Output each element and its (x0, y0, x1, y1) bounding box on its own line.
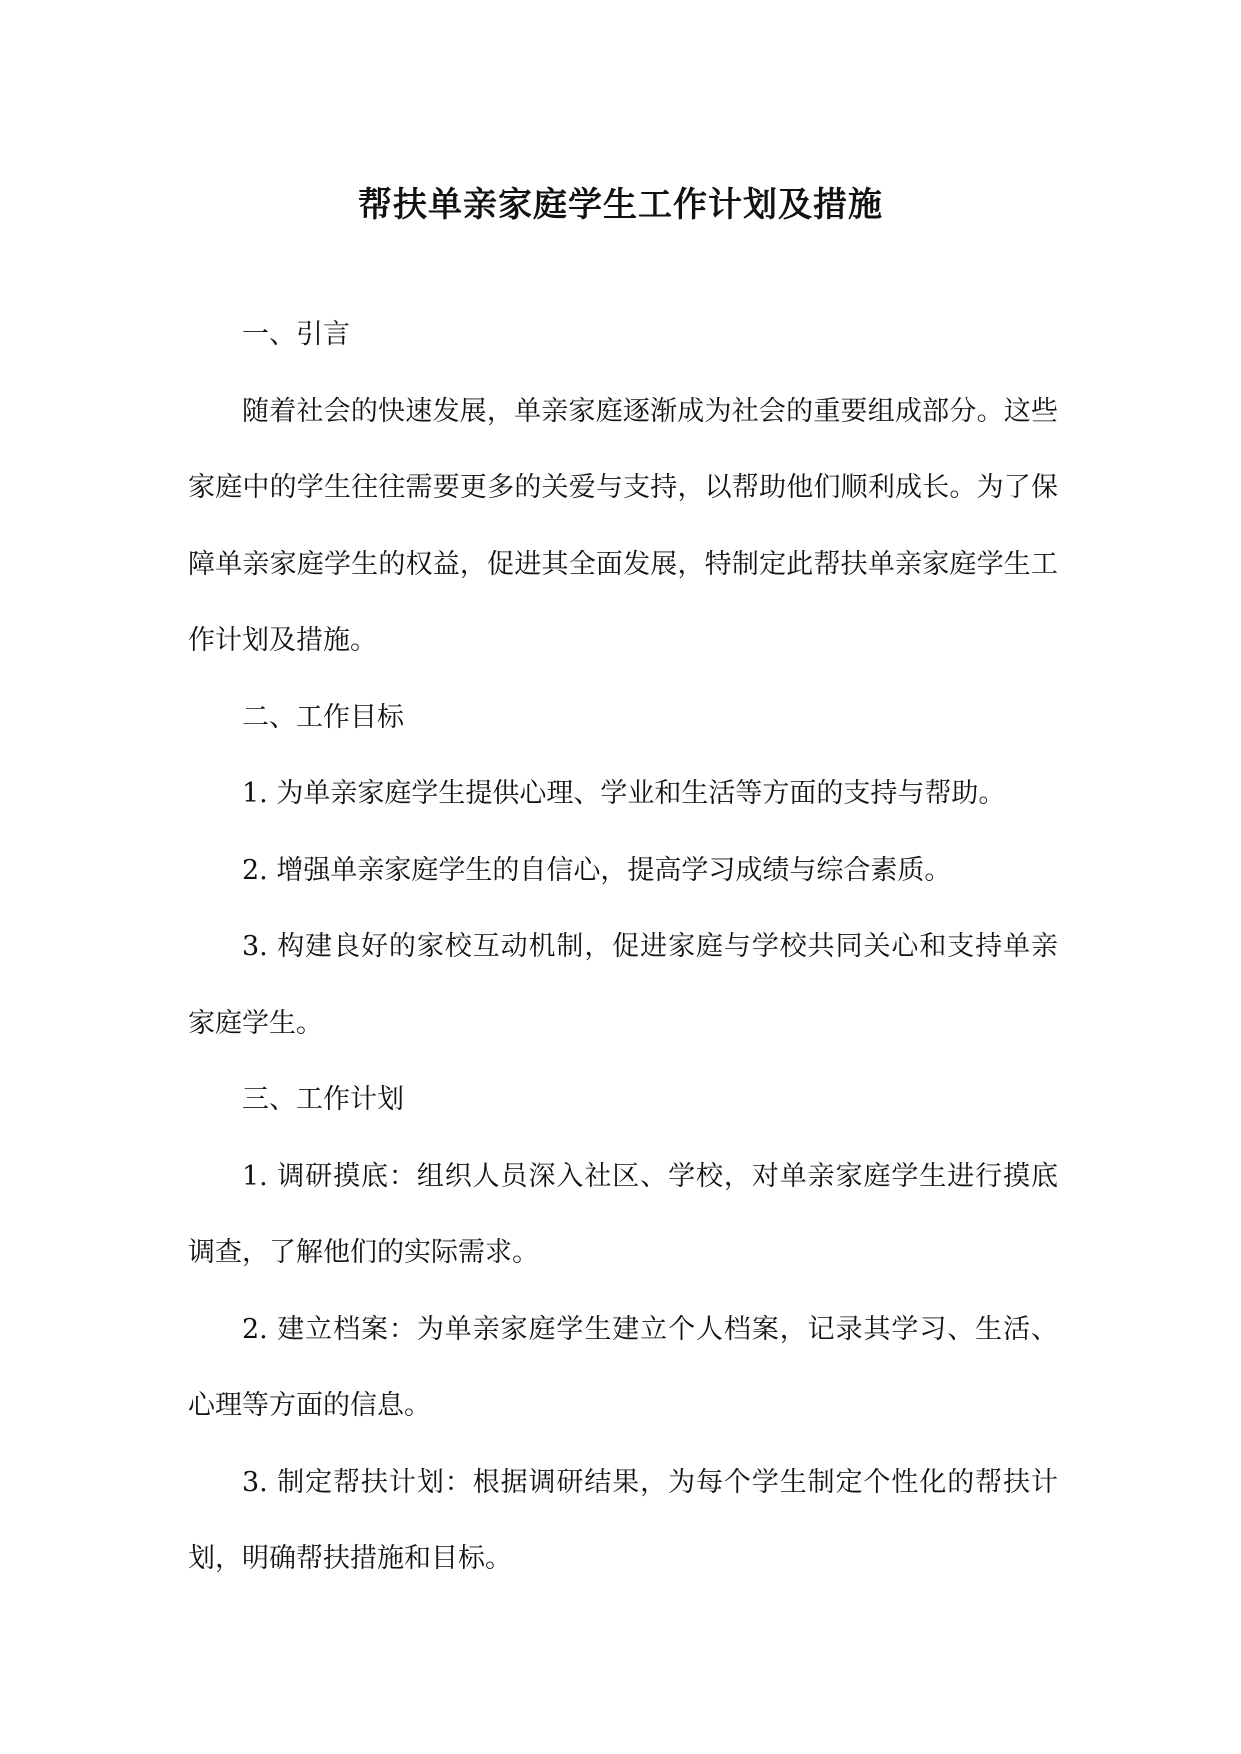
list-item-plan-1: 1. 调研摸底：组织人员深入社区、学校，对单亲家庭学生进行摸底调查，了解他们的实际需求。 (188, 1160, 1058, 1268)
list-item-goal-3: 3. 构建良好的家校互动机制，促进家庭与学校共同关心和支持单亲家庭学生。 (188, 931, 1058, 1039)
document-body (188, 297, 1058, 1598)
list-item-goal-1: 1. 为单亲家庭学生提供心理、学业和生活等方面的支持与帮助。 (242, 778, 1006, 809)
section-heading-plan: 三、工作计划 (242, 1084, 404, 1115)
list-item-goal-2: 2. 增强单亲家庭学生的自信心，提高学习成绩与综合素质。 (242, 854, 952, 886)
list-item-plan-3: 3. 制定帮扶计划：根据调研结果，为每个学生制定个性化的帮扶计划，明确帮扶措施和目标。 (188, 1466, 1058, 1574)
section-heading-introduction: 一、引言 (242, 319, 350, 350)
list-item-plan-2: 2. 建立档案：为单亲家庭学生建立个人档案，记录其学习、生活、心理等方面的信息。 (188, 1313, 1058, 1421)
paragraph-introduction: 随着社会的快速发展，单亲家庭逐渐成为社会的重要组成部分。这些家庭中的学生往往需要更多的关爱与支持，以帮助他们顺利成长。为了保障单亲家庭学生的权益，促进其全面发展，特制定此帮扶单亲家庭学生工作计划及措施。 (188, 395, 1058, 656)
section-heading-goals: 二、工作目标 (242, 701, 404, 733)
document-title: 帮扶单亲家庭学生工作计划及措施 (358, 185, 883, 225)
